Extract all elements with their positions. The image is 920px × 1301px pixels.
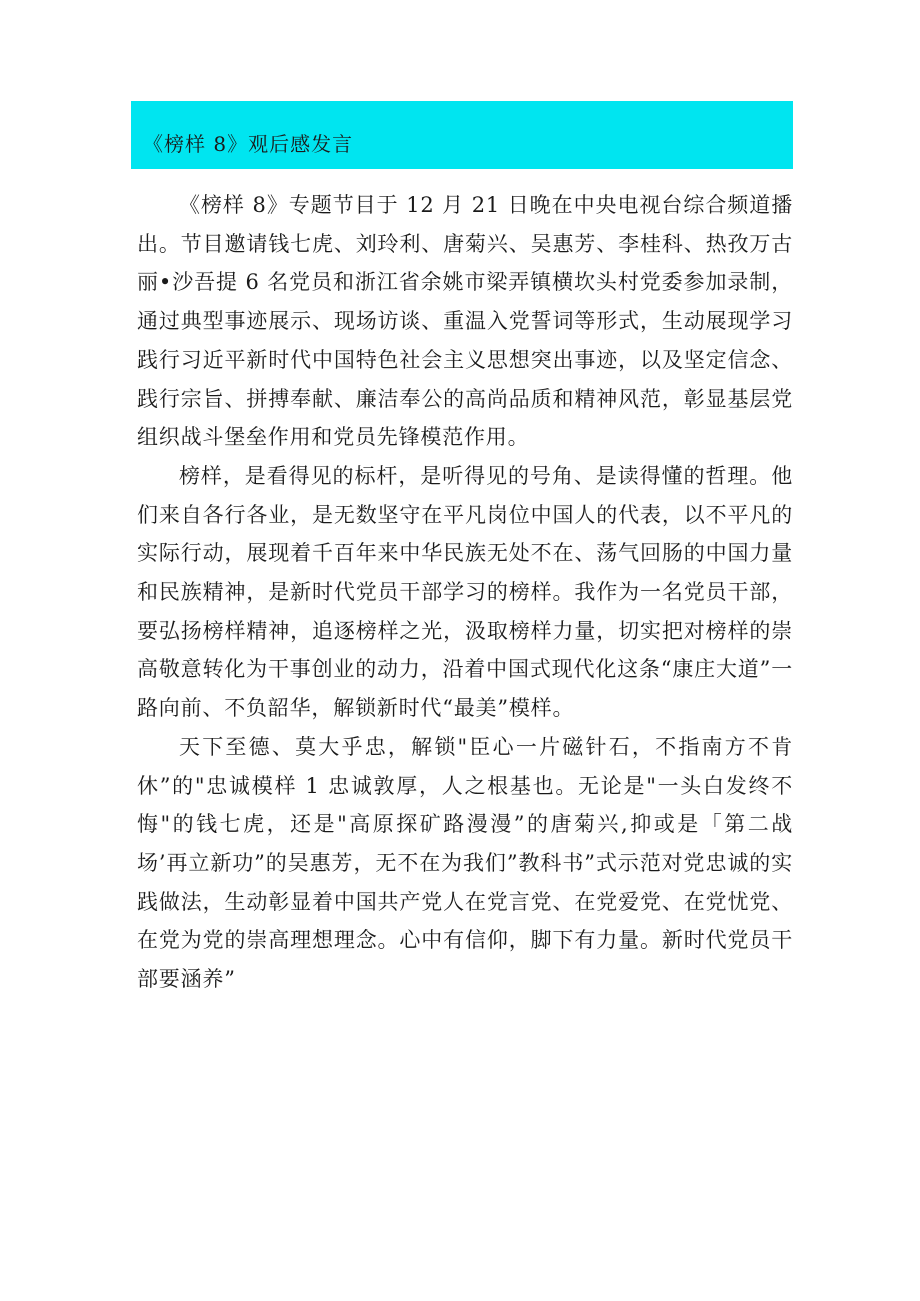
document-title: 《榜样 8》观后感发言 xyxy=(143,132,354,156)
document-body xyxy=(137,186,793,999)
paragraph-loyalty: 天下至德、莫大乎忠，解锁"臣心一片磁针石，不指南方不肯休”的"忠诚模样 1 忠诚敦厚，人之根基也。无论是"一头白发终不悔"的钱七虎，还是"高原探矿路漫漫”的唐菊兴,抑或是「第二战场’再立新功”的吴惠芳，无不在为我们”教科书”式示范对党忠诚的实践做法，生动彰显着中国共产党人在党言党、在党爱党、在党忧党、在党为党的崇高理想理念。心中有信仰，脚下有力量。新时代党员干部要涵养” xyxy=(137,734,793,992)
paragraph-intro: 《榜样 8》专题节目于 12 月 21 日晚在中央电视台综合频道播出。节目邀请钱七虎、刘玲利、唐菊兴、吴惠芳、李桂科、热孜万古丽•沙吾提 6 名党员和浙江省余姚市梁弄镇横坎头村党委参加录制，通过典型事迹展示、现场访谈、重温入党誓词等形式，生动展现学习践行习近平新时代中国特色社会主义思想突出事迹，以及坚定信念、践行宗旨、拼搏奉献、廉洁奉公的高尚品质和精神风范，彰显基层党组织战斗堡垒作用和党员先锋模范作用。 xyxy=(137,193,794,450)
title-banner xyxy=(131,101,793,169)
paragraph-role-model: 榜样，是看得见的标杆，是听得见的号角、是读得懂的哲理。他们来自各行各业，是无数坚守在平凡岗位中国人的代表，以不平凡的实际行动，展现着千百年来中华民族无处不在、荡气回肠的中国力量和民族精神，是新时代党员干部学习的榜样。我作为一名党员干部，要弘扬榜样精神，追逐榜样之光，汲取榜样力量，切实把对榜样的崇高敬意转化为干事创业的动力，沿着中国式现代化这条“康庄大道”一路向前、不负韶华，解锁新时代“最美”模样。 xyxy=(137,463,793,721)
